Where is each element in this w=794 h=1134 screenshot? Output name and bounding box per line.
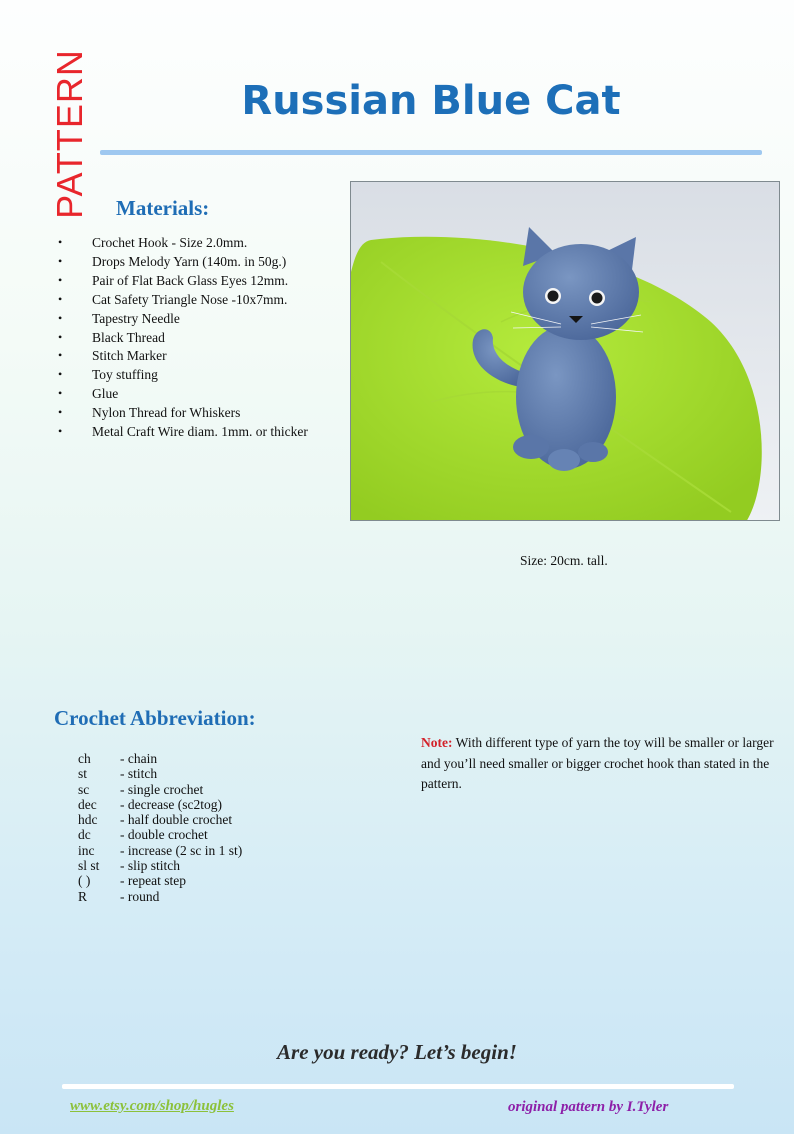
material-item: • Drops Melody Yarn (140m. in 50g.) — [56, 253, 348, 272]
material-item: • Cat Safety Triangle Nose -10x7mm. — [56, 291, 348, 310]
title-divider — [100, 150, 762, 155]
size-text: Size: 20cm. tall. — [520, 553, 608, 568]
abbreviation-row — [78, 873, 338, 888]
side-label — [49, 49, 91, 219]
abbreviation-key: st — [78, 766, 88, 782]
note-label: Note: — [421, 735, 453, 750]
shop-link[interactable]: www.etsy.com/shop/hugles — [70, 1098, 234, 1114]
abbreviation-value: - increase (2 sc in 1 st) — [120, 842, 243, 858]
abbreviation-row — [78, 751, 338, 766]
material-item: • Black Thread — [56, 329, 348, 348]
abbreviation-value: - double crochet — [120, 827, 208, 843]
abbreviation-row — [78, 858, 338, 873]
abbreviations-list — [78, 751, 338, 904]
material-item: • Pair of Flat Back Glass Eyes 12mm. — [56, 272, 348, 291]
material-item: • Crochet Hook - Size 2.0mm. — [56, 234, 348, 253]
abbreviation-key: dc — [78, 827, 91, 843]
note-paragraph — [421, 733, 787, 795]
material-item: • Toy stuffing — [56, 366, 348, 385]
abbreviation-key: sl st — [78, 858, 100, 874]
side-label-text: PATTERN — [49, 49, 91, 219]
abbreviation-row — [78, 827, 338, 842]
abbreviation-key: ch — [78, 751, 91, 766]
material-item: • Metal Craft Wire diam. 1mm. or thicker — [56, 423, 348, 442]
abbreviation-value: - decrease (sc2tog) — [120, 796, 222, 812]
abbreviations-heading: Crochet Abbreviation: — [54, 706, 256, 730]
material-item: • Tapestry Needle — [56, 310, 348, 329]
abbreviation-key: sc — [78, 781, 90, 797]
abbreviation-value: - stitch — [120, 766, 158, 782]
abbreviation-row — [78, 812, 338, 827]
abbreviation-value: - repeat step — [120, 873, 186, 889]
abbreviation-value: - slip stitch — [120, 858, 180, 874]
abbreviation-value: - chain — [120, 751, 158, 766]
abbreviation-key: dec — [78, 796, 97, 812]
material-item: • Stitch Marker — [56, 347, 348, 366]
closing-line: Are you ready? Let’s begin! — [277, 1040, 517, 1064]
footer-divider — [62, 1084, 734, 1089]
note-text: With different type of yarn the toy will be smaller or larger and you’ll need smaller or bigger crochet hook than stated in the pattern. — [421, 735, 774, 791]
page-title: Russian Blue Cat — [241, 78, 621, 124]
cat-head — [523, 244, 639, 340]
author-credit: original pattern by I.Tyler — [508, 1099, 669, 1115]
abbreviation-value: - round — [120, 888, 160, 904]
abbreviation-value: - half double crochet — [120, 812, 233, 828]
cat-photo-illustration — [351, 182, 780, 521]
materials-heading: Materials: — [116, 196, 210, 220]
materials-list — [56, 234, 348, 442]
abbreviation-row — [78, 889, 338, 904]
abbreviation-row — [78, 766, 338, 781]
abbreviation-row — [78, 782, 338, 797]
abbreviation-key: hdc — [78, 812, 98, 828]
material-item: • Glue — [56, 385, 348, 404]
abbreviation-value: - single crochet — [120, 781, 204, 797]
abbreviation-key: ( ) — [78, 873, 91, 889]
abbreviation-key: R — [78, 888, 88, 904]
abbreviation-row — [78, 797, 338, 812]
abbreviation-row — [78, 843, 338, 858]
abbreviation-key: inc — [78, 842, 95, 858]
cat-photo — [350, 181, 780, 521]
material-item: • Nylon Thread for Whiskers — [56, 404, 348, 423]
